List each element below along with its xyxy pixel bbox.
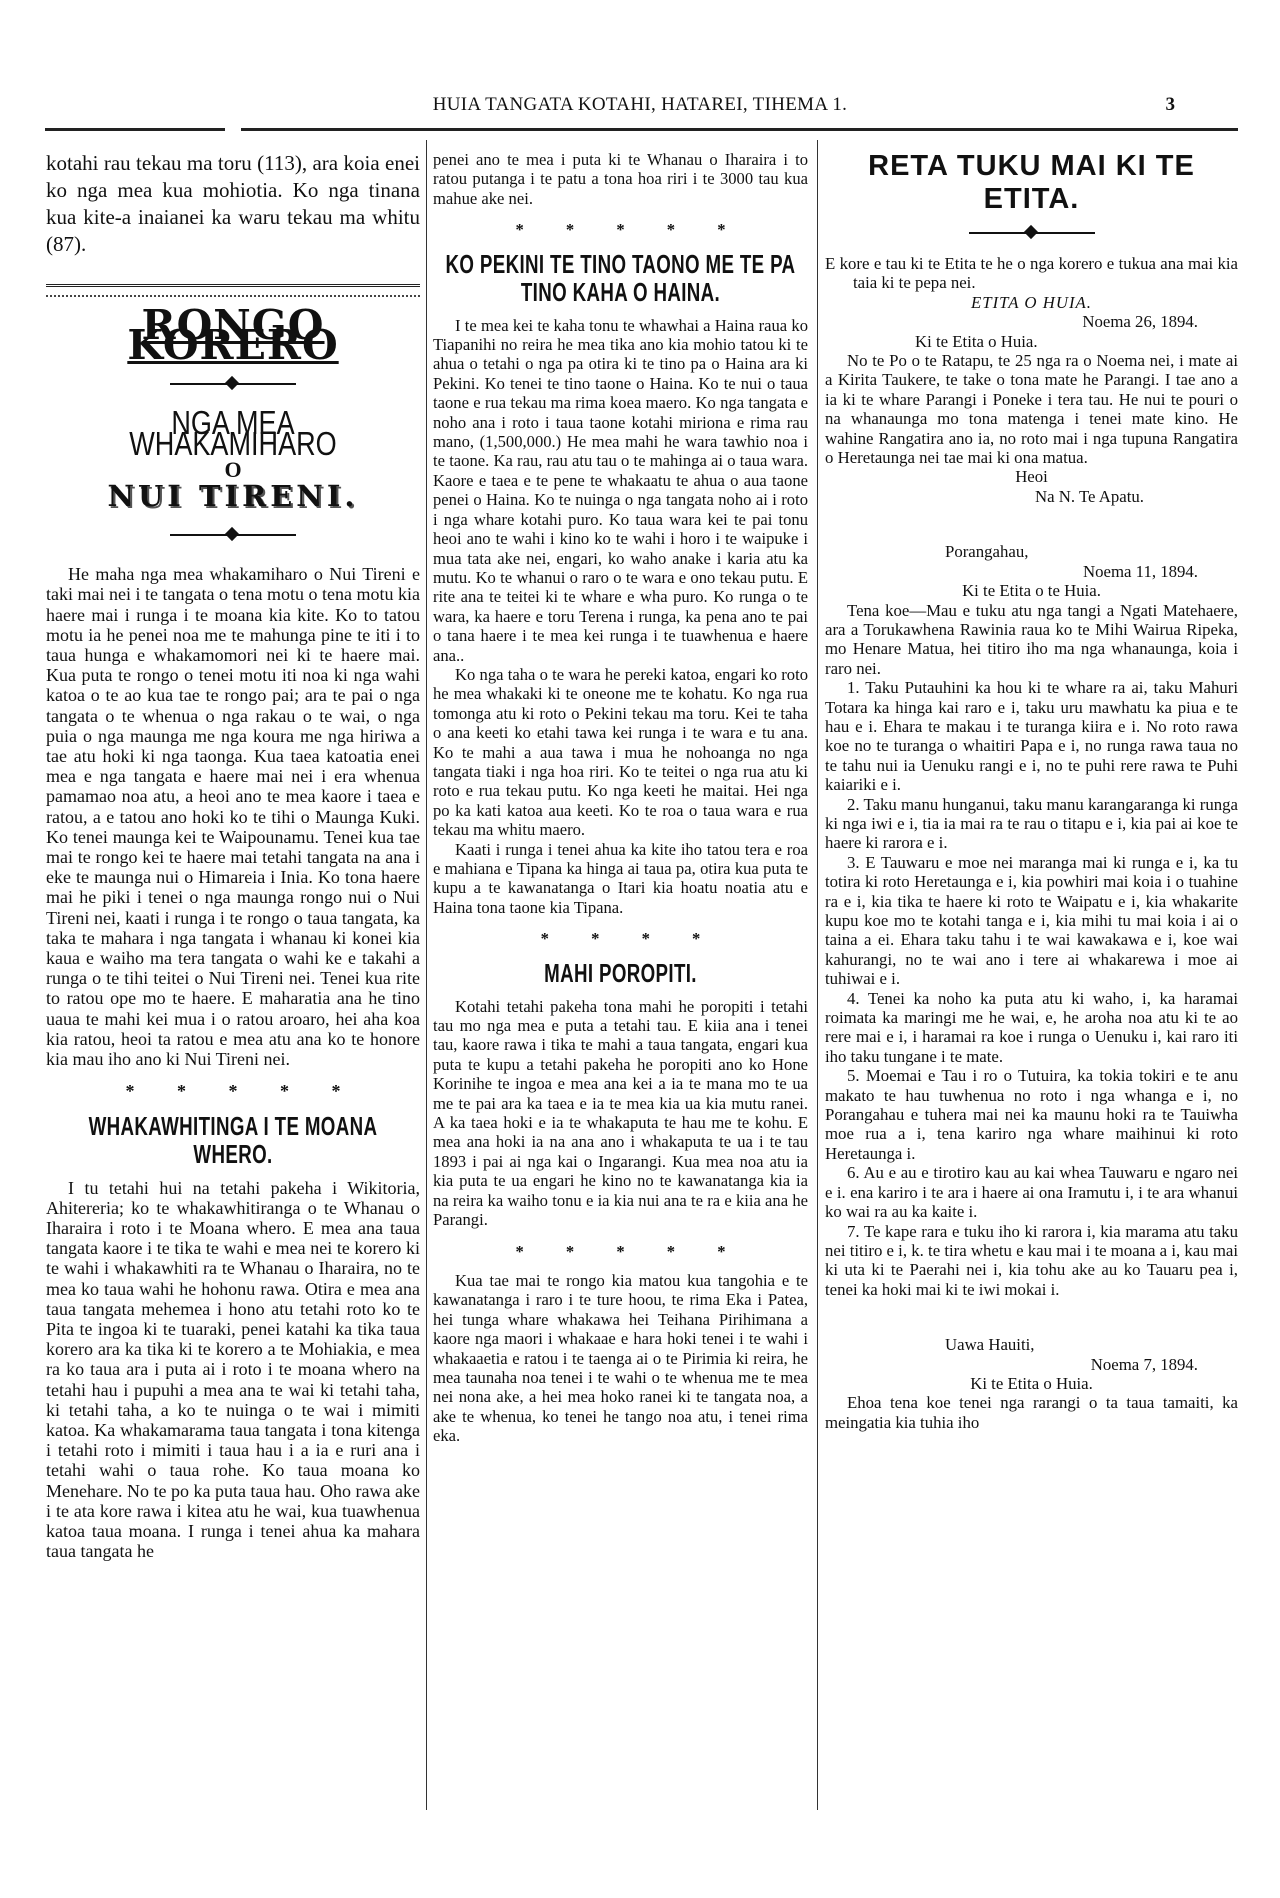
letter-salutation: Ki te Etita o Huia. <box>915 331 1038 351</box>
article-paragraph: I te mea kei te kaha tonu te whawhai a Haina raua ko Tiapanihi no reira he mea tika ano kia mohio tatou ki te ahua o tetahi o nga pa otira ki te tino pa o Haina ara ki Pekini. Ko tenei te tino taone o Haina. Ko te nui o taua taone e rua tekau ma rima koea maero. Ko nga tangata e noho ana i roto i taua taone kotahi miriona e rima rau mano, (1,500,000.) He mea mahi he wara tawhio noa i te taone. Ka rau, rau atu tau o te mahinga ai o taua wara. Kaore e taea e te pene te whakaatu te ahua o aua taone penei o Haina. Ko te nuinga o nga tangata noho ai i roto i nga whare kotahi puro. Ko taua wara kei te pai tonu heoi ano te wahi i kino ko te wahi i horo i te waipuke i mua tata ake nei, engari, ko waho anake i karia atu ka mutu. Ko te whanui o raro o te wara e ono tekau putu. E rite ana te teitei ki te whare e wha puro. Ko runga o te wara, ka haere e toru Terena i runga, ka pena ano te pai o tana haere i te mea kei runga i te tuawhenua e haere ana.. <box>433 315 808 665</box>
headline: RETA TUKU MAI KI TE ETITA. <box>868 150 1195 215</box>
page-number: 3 <box>1165 94 1175 115</box>
letter-salutation: Ki te Etita o Huia. <box>970 1373 1093 1393</box>
column-rule <box>426 140 427 1810</box>
column-rule <box>817 140 818 1810</box>
letter-signature: Na N. Te Apatu. <box>1035 486 1144 506</box>
letter-place: Uawa Hauiti, <box>945 1335 1035 1355</box>
column-2 <box>433 150 808 1446</box>
letter-closing: Heoi <box>1015 467 1048 487</box>
editor-signature: ETITA O HUIA. <box>971 292 1092 312</box>
lament-verse: 7. Te kape rara e tuku iho ki rarora i, kia marama atu taku nei titiro e i, k. te tira whetu e kau mai i te moana a i, kau mai ki uta ki te Paerahi nei i, kia tohu ake au ko Tauaru pea i, tenei ka hoki mai ki te iwi mokai i. <box>825 1221 1238 1299</box>
section-separator: * * * * <box>540 929 701 949</box>
section-separator: * * * * * <box>515 1241 726 1261</box>
divider <box>170 534 296 536</box>
headline: WHAKAWHITINGA I TE MOANA WHERO. <box>88 1110 378 1169</box>
lament-verse: 2. Taku manu hunganui, taku manu karangaranga ki runga ki nga iwi e i, tia ia mai ra te rau o titapu e i, kia pai ai koe te haere ki rarora e i. <box>825 794 1238 853</box>
letter-date: Noema 7, 1894. <box>1090 1354 1198 1374</box>
letter-body: Ehoa tena koe tenei nga rarangi o ta taua tamaiti, ka meingatia kia tuhia iho <box>825 1393 1238 1432</box>
letter-body: Tena koe—Mau e tuku atu nga tangi a Ngati Matehaere, ara a Torukawhena Rawinia raua ko te Mihi Wairua Ripeka, mo Henare Matua, hei titiro iho ma nga whanaunga, koia i raro nei. <box>825 600 1238 678</box>
continued-text: penei ano te mea i puta ki te Whanau o Iharaira i to ratou putanga i te patu a tona hoa riri i te 3000 tau kua mahue ake nei. <box>433 150 808 208</box>
article-body: Kotahi tetahi pakeha tona mahi he poropiti i tetahi tau mo nga mea e puta a tetahi tau. E kiia ana i tenei tau, kaore rawa i tika te mahi a taua tangata, engari kua puta te kupu a tetahi pakeha he poropiti ano ko Hone Korinihe te ingoa e mea ana kei a ia te mana mo te ua me te pai ara ka taea e ia te mea kia ua kia mutu ranei. A ka taea hoki e ia te whakaputa te hau me te kohu. E mea ana hoki ia na ana ano i whakaputa te ua i te tau 1893 i pai ai nga kai o Ingarangi. Kua mea noa atu ia kia puta te ua engari he kino no te kawanatanga kia ia na reira ka waiho tonu e ia kia nui ana te ra e kiia ana he Parangi. <box>433 996 808 1230</box>
article-body: Kua tae mai te rongo kia matou kua tangohia e te kawanatanga i raro i te ture hoou, te rima Eka i Patea, hei tunga whare whakawa hei Teihana Pirihimana a kaore nga maori i whakaae e hara hoki tenei i te wahi i whakaaetia e ratou i te taenga ai o te Pirimia ki reira, he mea taunaha noa tenei i te wahi o te whenua me te mea nei nona ake, a hei mea hoko ranei ki te tangata noa, a ake te whenua, ko tenei he tango noa atu, i tenei rima eka. <box>433 1270 808 1446</box>
headline: NUI TIRENI. <box>107 479 359 514</box>
letter-place: Porangahau, <box>945 542 1029 562</box>
letter-date: Noema 26, 1894. <box>1082 312 1198 332</box>
section-separator: * * * * * <box>515 220 726 240</box>
letter-salutation: Ki te Etita o te Huia. <box>962 581 1101 601</box>
lament-verse: 1. Taku Putauhini ka hou ki te whare ra ai, taku Mahuri Totara ka hinga kai raro e i, taku uru mawhatu ka piua e te hau e i. Ehara te makau i te turanga kiira e i. No roto rawa koe no te turanga o whaitiri Papa e i, no runga rawa taua no te tahu nui ia Uenuku rangi e i, no te puhi rere rawa te Puhi kaiariki e i. <box>825 678 1238 795</box>
editor-notice: E kore e tau ki te Etita te he o nga korero e tukua ana mai kia taia ki te pepa nei. <box>825 254 1238 293</box>
article-paragraph: Ko nga taha o te wara he pereki katoa, engari ko roto he mea whakaki ki te oneone me te kohatu. Ko nga rua tomonga atu ki roto o Pekini tekau ma toru. Kei te taha o ana keeti ko etahi tawa kei runga i te wara e tu ana. Ko te mahi a aua tawa i mua he nohoanga no nga tangata tiaki i nga hoa riri. Ko te teitei o nga rua atu ki roto e rua tekau putu. Ko nga keeti he maitai. Hei nga po ka kati katoa aua keeti. Ko te roa o taua wara e rua tekau ma whitu maero. <box>433 664 808 840</box>
article-paragraph: Kaati i runga i tenei ahua ka kite iho tatou tera e roa e mahiana e Tipana ka hinga ai taua pa, otira kua puta te kupu a te kawanatanga o Itari kia hoatu noatia atu e Haina tona taone kia Tipana. <box>433 839 808 917</box>
column-1 <box>46 150 420 1561</box>
lament-verse: 4. Tenei ka noho ka puta atu ki waho, i, ka haramai roimata ka maringi me he wai, e, he aroha noa atu ki te ao rere mai e i, i haramai ra koe i runga o Uenuku i, kai raro iti iho taku tungane i te mate. <box>825 988 1238 1066</box>
column-3 <box>825 150 1238 1432</box>
article-body: I tu tetahi hui na tetahi pakeha i Wikitoria, Ahitereria; ko te whakawhitiranga o te Whanau o Iharaira i roto i te Moana whero. E mea ana taua tangata kaore i te tika te wahi e mea nei te korero ki te wahi i whakawhiti ra te Whanau o Iharaira, no te mea ko taua wahi he hohonu rawa. Otira e mea ana taua tangata mehemea i hono atu tetahi roto ko te Pita te ingoa ki te tuaraki, penei katahi ka tika taua korero ara ka tika ki te korero a te Mohiakia, e mea ra ko taua ara i puta ai i roto i te moana whero na tetahi hau i pupuhi a mea ana te wai ki tetahi taha, ki tetahi taha, a ko te nuinga o te wai i mimiti katoa. Ka whakamarama taua tangata i tona kitenga i tetahi roto i mimiti i taua hau i a ia e ruri ana i tetahi wahi o taua rohe. Ko taua moana ko Menehare. No te po ka puta taua hau. Oho rawa ake i te ata kore rawa i kitea atu he wai, kua tuawhenua katoa taua moana. I runga i tenei ahua ka mahara taua tangata he <box>46 1177 420 1562</box>
masthead-title: HUIA TANGATA KOTAHI, HATAREI, TIHEMA 1. <box>432 94 848 115</box>
headline: KO PEKINI TE TINO TAONO ME TE PA TINO KAHA O HAINA. <box>445 248 796 307</box>
headline: MAHI POROPITI. <box>544 957 697 988</box>
lament-verse: 3. E Tauwaru e moe nei maranga mai ki runga e i, ka tu totira ki roto Heretaunga e i, kia powhiri mai koia i o tuahine ra e i, kia tika te haere ki roto te Waipatu e i, kia whakarite kupu koe mo te kotahi tanga e i, kia mihi tu mai koia i ai o taina a ei. Ehara taku tahu i te wai kawakawa e i, koe wai kahurangi, no te wai ano i tere ai whakarewa i moe ai tuhiwai e i. <box>825 852 1238 989</box>
page-header <box>0 92 1280 122</box>
divider <box>170 383 296 385</box>
ornamental-rule <box>46 284 420 297</box>
headline: NGA MEA WHAKAMIHARO <box>129 404 337 462</box>
lament-verse: 6. Au e au e tirotiro kau au kai whea Tauwaru e ngaro nei e i. ena kariro i te ara i haere ai ona Iramutu i, i te ara whanui ko wai ra au ka kaite i. <box>825 1163 1238 1222</box>
section-separator: * * * * * <box>125 1081 341 1102</box>
lament-verse: 5. Moemai e Tau i ro o Tutuira, ka tokia tokiri e te anu makato te hau tuwhenua no roto i nga whanga e i, no Porangahau e tuhera mai nei ka maunu hoki ra te Tauiwha moe rua a i, tena kariro nga whare maihinui ki roto Heretaunga i. <box>825 1066 1238 1163</box>
letter-date: Noema 11, 1894. <box>1083 561 1198 581</box>
divider <box>969 232 1095 234</box>
continued-text: kotahi rau tekau ma toru (113), ara koia enei ko nga mea kua mohiotia. Ko nga tinana kua kite-a inaianei ka waru tekau ma whitu (87). <box>46 151 420 256</box>
article-body: He maha nga mea whakamiharo o Nui Tireni e taki mai nei i te tangata o tena motu o tena motu kia haere mai i runga i te moana kia kite. Ko to tatou motu ia he penei noa me te mahunga pine te iti i to taua hunga e whakamomori nei ki te haere mai. Kua puta te rongo o tenei motu iti noa ki nga wahi katoa o te ao kua tae te rongo pai; ara te pai o nga tangata o te whenua o nga rakau o te wai, o nga puia o nga maunga me nga koura me nga hiriwa a tae atu hoki ki nga taonga. Kua taea katoatia enei mea e nga tangata e haere mai nei i era whenua pamamao noa atu, a heoi ano te mea kaore i taea e ratou, a e tatou ano hoki ko te tihi o Maunga Kuki. Ko tenei maunga kei te Waipounamu. Tenei kua tae mai te rongo kei te haere mai tetahi tangata na ana i eke te maunga nui o Himareia i Inia. Ko tona haere mai he piki i tenei o nga maunga rongo nui o Nui Tireni nei, kaati i runga i te rongo o taua tangata, ka taka te mahara i nga tangata i whanau ki konei kia kaua e waiho ma tera tangata o wahi ke e takahi a runga o te tihi teitei o Nui Tireni nei. Tenei kua rite to ratou ope mo te haere. E maharatia ana he tino uaua te mahi kei mua i o ratou aroaro, hei aha koa kia ratou, heoi ta ratou e mea atu ana ko te honore kia mau iho ano ki Nui Tireni nei. <box>46 564 420 1070</box>
headline-connector: O <box>224 456 242 482</box>
section-title: RONGO KORERO <box>127 301 339 370</box>
letter-body: No te Po o te Ratapu, te 25 nga ra o Noema nei, i mate ai a Kirita Taukere, te take o tona mate he Parangi. I tae ano a ia ki te whare Parangi i Poneke i tera tau. He nui te pouri o na whanaunga mo tona matenga i tenei mate kino. He wahine Rangatira ano ia, no roto mai i nga tupuna Rangatira o Heretaunga nei tae mai ki ona matua. <box>825 351 1238 468</box>
header-rule <box>45 128 1238 131</box>
